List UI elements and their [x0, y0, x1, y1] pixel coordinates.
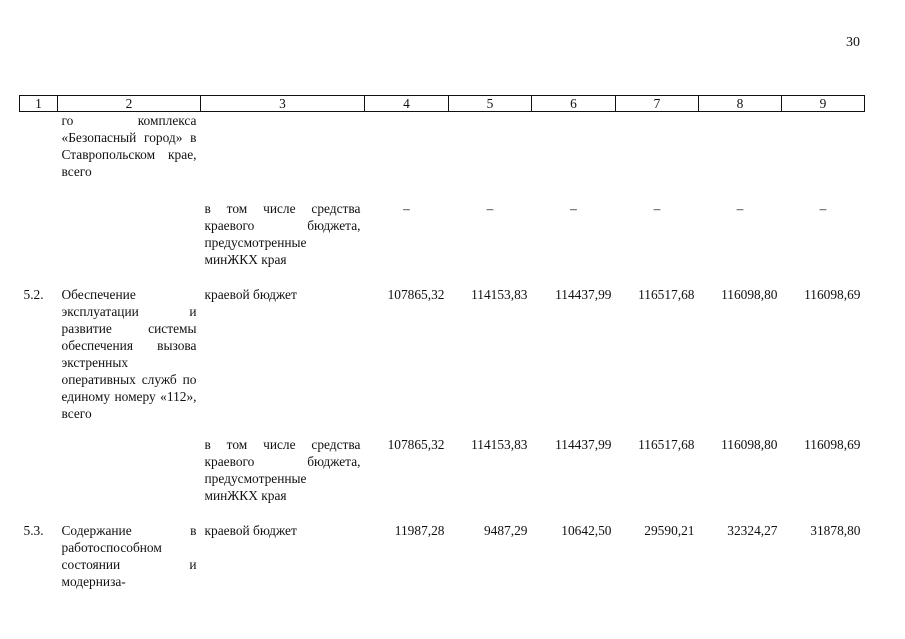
value-cell: –: [403, 200, 410, 216]
value-cell: 114437,99: [555, 436, 612, 452]
value-cell: [616, 112, 699, 200]
value-cell: 116098,80: [721, 286, 778, 302]
value-cell: 114437,99: [555, 286, 612, 302]
value-cell: –: [570, 200, 577, 216]
row-name: го комплекса «Безопасный город» в Ставропольском крае, всего: [61, 113, 197, 179]
value-cell: 107865,32: [387, 436, 445, 452]
value-cell: 116098,69: [804, 436, 861, 452]
budget-table: [19, 95, 865, 590]
header-cell: 2: [58, 96, 201, 112]
row-name: Обеспечение эксплуатации и развитие системы обеспечения вызова экстренных оперативных служб по единому номеру «112», всего: [61, 286, 197, 421]
header-cell: 1: [20, 96, 58, 112]
value-cell: 116098,80: [721, 436, 778, 452]
row-number: [20, 200, 58, 286]
value-cell: [449, 112, 532, 200]
value-cell: 116098,69: [804, 286, 861, 302]
row-name: [58, 200, 201, 286]
table-row: [20, 200, 865, 286]
table-row: [20, 522, 865, 590]
row-source: краевой бюджет: [204, 286, 297, 302]
table-row: [20, 436, 865, 522]
row-source: [201, 112, 365, 200]
row-name: [58, 436, 201, 522]
value-cell: 116517,68: [638, 286, 695, 302]
page-number: 30: [846, 35, 860, 50]
value-cell: 114153,83: [471, 286, 528, 302]
value-cell: 114153,83: [471, 436, 528, 452]
value-cell: [782, 112, 865, 200]
value-cell: 107865,32: [387, 286, 445, 302]
row-number: [20, 112, 58, 200]
row-name: Содержание в работоспособном состоянии и модерниза-: [61, 522, 197, 589]
value-cell: [532, 112, 616, 200]
value-cell: [699, 112, 782, 200]
row-number: 5.2.: [23, 286, 44, 302]
table-row: [20, 286, 865, 436]
row-number: [20, 436, 58, 522]
row-number: 5.3.: [23, 522, 44, 538]
header-cell: 5: [449, 96, 532, 112]
value-cell: –: [736, 200, 744, 216]
value-cell: –: [653, 200, 661, 216]
value-cell: 116517,68: [638, 436, 695, 452]
row-source: краевой бюджет: [204, 522, 297, 538]
value-cell: 31878,80: [810, 522, 861, 538]
value-cell: [365, 112, 449, 200]
value-cell: –: [486, 200, 494, 216]
value-cell: 11987,28: [394, 522, 445, 538]
header-cell: 9: [782, 96, 865, 112]
value-cell: 29590,21: [644, 522, 695, 538]
table-row: [20, 112, 865, 200]
value-cell: 32324,27: [727, 522, 778, 538]
value-cell: 9487,29: [483, 522, 528, 538]
row-source: в том числе средства краевого бюджета, предусмотренные минЖКХ края: [204, 200, 361, 267]
header-cell: 4: [365, 96, 449, 112]
header-cell: 8: [699, 96, 782, 112]
value-cell: 10642,50: [561, 522, 612, 538]
value-cell: –: [819, 200, 827, 216]
header-cell: 6: [532, 96, 616, 112]
row-source: в том числе средства краевого бюджета, предусмотренные минЖКХ края: [204, 436, 361, 503]
header-row: [20, 96, 865, 112]
header-cell: 3: [201, 96, 365, 112]
header-cell: 7: [616, 96, 699, 112]
